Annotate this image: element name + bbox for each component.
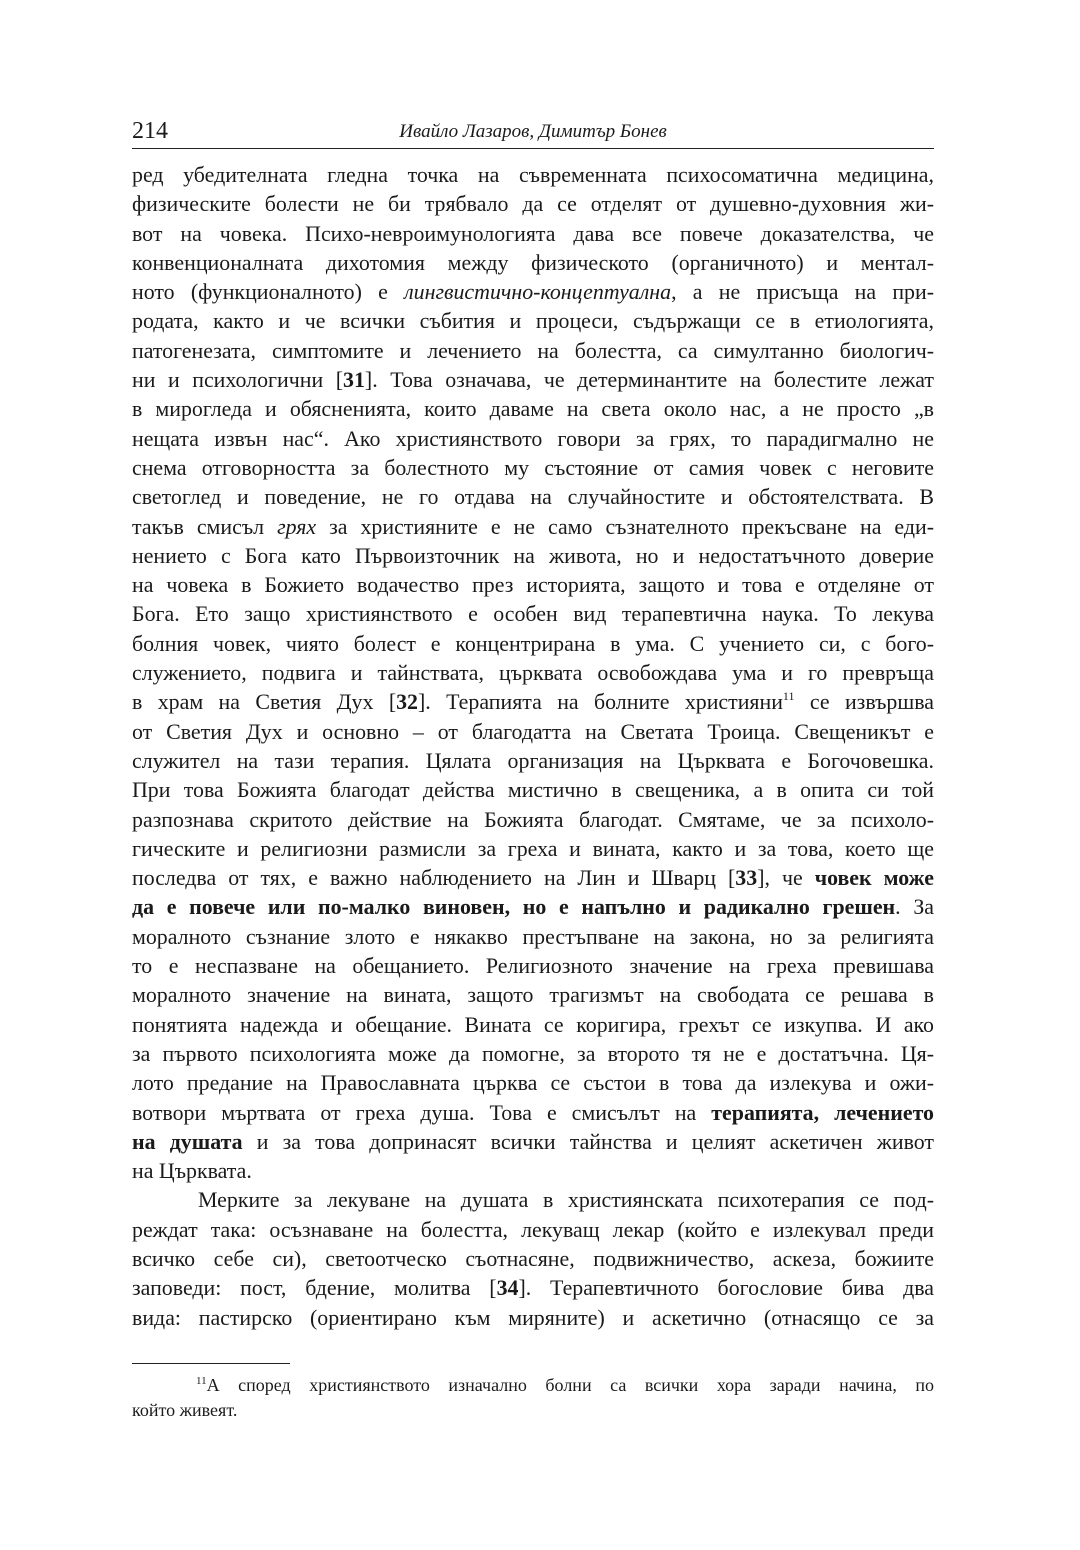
text-line: от Светия Дух и основно – от благодатта на Светата Троица. Свещеникът е xyxy=(132,718,934,744)
text-run: в храм на Светия Дух [ xyxy=(132,689,397,715)
text-run: ], че xyxy=(757,865,803,891)
text-run: последва от тях, е важно наблюдението на Лин и Шварц [ xyxy=(132,865,736,891)
text-line xyxy=(132,687,934,716)
text-line xyxy=(132,512,934,541)
bold-emphasis: да е повече или по-малко виновен, но е напълно и радикално грешен xyxy=(132,894,896,920)
bold-emphasis: на душата xyxy=(132,1128,243,1154)
text-run: ни и психологични [ xyxy=(132,367,344,393)
text-run: и за това допринасят всички тайнства и целият аскетичен живот xyxy=(256,1128,935,1154)
text-run: ]. Това означава, че детерминантите на болестите лежат xyxy=(364,367,934,393)
italic-term: лингвистично-концептуална xyxy=(404,279,672,305)
footnote-line: който живеят. xyxy=(132,1400,238,1420)
citation-31: 31 xyxy=(343,367,365,393)
text-line: вот на човека. Психо-невроимунологията дава все повече доказателства, че xyxy=(132,220,934,246)
body-text xyxy=(132,160,934,1332)
text-line: понятията надежда и обещание. Вината се коригира, грехът се изкупва. И ако xyxy=(132,1011,934,1037)
text-line: реждат така: осъзнаване на болестта, лекуващ лекар (който е излекувал преди xyxy=(132,1216,934,1242)
text-line xyxy=(132,365,934,394)
text-line: светоглед и поведение, не го отдава на случайностите и обстоятелствата. В xyxy=(132,484,934,510)
text-line: на човека в Божието водачество през историята, защото и това е отделяне от xyxy=(132,572,934,598)
text-line: разпознава скритото действие на Божията благодат. Смятаме, че за психоло- xyxy=(132,806,934,832)
text-line: нещата извън нас“. Ако християнството говори за грях, то парадигмално не xyxy=(132,425,934,451)
bold-emphasis: човек може xyxy=(814,865,934,891)
text-run: заповеди: пост, бдение, молитва [ xyxy=(132,1275,497,1301)
text-run: ]. Терапевтичното богословие бива два xyxy=(518,1275,934,1301)
text-run: се извършва xyxy=(809,689,934,715)
text-line: болния човек, чиято болест е концентрирана в ума. С учението си, с бого- xyxy=(132,630,934,656)
text-run: . За xyxy=(895,894,935,920)
text-line xyxy=(132,277,934,306)
text-line: ред убедителната гледна точка на съвременната психосоматична медицина, xyxy=(132,162,934,187)
text-line xyxy=(132,1127,934,1156)
page-header xyxy=(132,116,934,149)
citation-33: 33 xyxy=(735,865,758,891)
italic-term: грях xyxy=(277,513,317,539)
bold-emphasis: терапията, лечението xyxy=(711,1099,934,1125)
text-line: в мирогледа и обясненията, които даваме на света около нас, а не просто „в xyxy=(132,396,934,422)
text-line: за първото психологията може да помогне, за второто тя не е достатъчна. Ця- xyxy=(132,1040,934,1066)
text-line: Бога. Ето защо християнството е особен вид терапевтична наука. То лекува xyxy=(132,601,934,627)
text-line: на Църквата. xyxy=(132,1158,252,1184)
text-run: вотвори мъртвата от греха душа. Това е смисълът на xyxy=(132,1099,697,1125)
page-number: 214 xyxy=(132,118,168,144)
text-run: ]. Терапията на болните християни xyxy=(418,689,783,715)
citation-34: 34 xyxy=(496,1275,519,1301)
text-line xyxy=(132,892,934,921)
footnote-reference: 11 xyxy=(782,689,795,704)
footnote-line xyxy=(132,1373,934,1398)
footnote-mark: 11 xyxy=(196,1375,207,1387)
text-line: моралното съзнание злото е някакво престъпване на закона, но за религията xyxy=(132,923,934,949)
text-line: гическите и религиозни размисли за греха и вината, както и за това, което ще xyxy=(132,835,934,861)
text-line: вида: пастирско (ориентирано към миряните) и аскетично (отнасящо се за xyxy=(132,1304,934,1330)
text-line: конвенционалната дихотомия между физическото (органичното) и ментал- xyxy=(132,249,934,275)
text-run: А според християнството изначално болни са всички хора заради начина, по xyxy=(206,1375,934,1395)
text-run: , а не присъща на при- xyxy=(671,279,934,305)
running-head-authors: Ивайло Лазаров, Димитър Бонев xyxy=(399,121,667,142)
text-line: лото предание на Православната църква се състои в това да излекува и ожи- xyxy=(132,1070,934,1096)
text-line: патогенезата, симптомите и лечението на болестта, са симултанно биологич- xyxy=(132,337,934,363)
text-run: за християните е не само съзнателното прекъсване на еди- xyxy=(329,513,934,539)
text-line: нението с Бога като Първоизточник на живота, но и недостатъчното доверие xyxy=(132,542,934,568)
text-line xyxy=(132,1098,934,1127)
text-line xyxy=(132,863,934,892)
citation-32: 32 xyxy=(396,689,418,715)
footnote-separator xyxy=(132,1363,290,1364)
text-run: такъв смисъл xyxy=(132,513,265,539)
footnote-11 xyxy=(132,1373,934,1423)
text-line: моралното значение на вината, защото трагизмът на свободата се решава в xyxy=(132,982,934,1008)
text-line: то е неспазване на обещанието. Религиозното значение на греха превишава xyxy=(132,953,934,979)
text-line: родата, както и че всички събития и процеси, съдържащи се в етиологията, xyxy=(132,308,934,334)
paragraph-first-line: Мерките за лекуване на душата в християнската психотерапия се под- xyxy=(198,1187,934,1213)
text-line: снема отговорността за болестното му състояние от самия човек с неговите xyxy=(132,454,934,480)
text-line: служението, подвига и тайнствата, църквата освобождава ума и го превръща xyxy=(132,660,934,686)
text-line: физическите болести не би трябвало да се отделят от душевно-духовния жи- xyxy=(132,191,934,217)
text-line: служител на тази терапия. Цялата организация на Църквата е Богочовешка. xyxy=(132,747,934,773)
text-run: ното (функционалното) е xyxy=(132,279,388,305)
text-line: всичко себе си), светоотческо съотнасяне, подвижничество, аскеза, божиите xyxy=(132,1245,934,1271)
text-line: При това Божията благодат действа мистично в свещеника, а в опита си той xyxy=(132,777,934,803)
text-line xyxy=(132,1273,934,1302)
